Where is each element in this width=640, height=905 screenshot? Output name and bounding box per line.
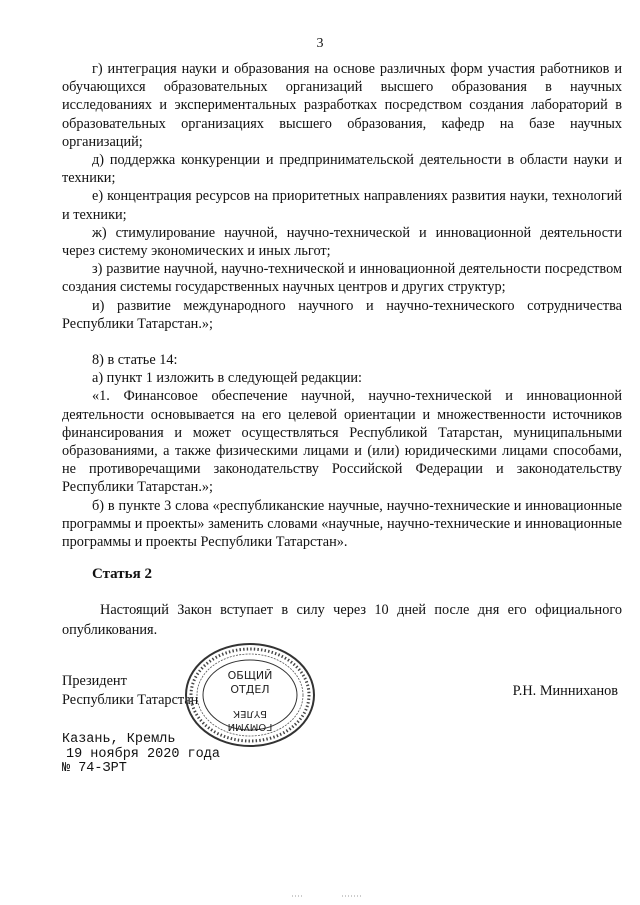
stamp-line-4: ГОМУМИ <box>227 721 273 732</box>
paragraph-zh: ж) стимулирование научной, научно-технической и инновационной деятельности через систему экономических и иных льгот; <box>62 224 622 260</box>
paragraph-i: и) развитие международного научного и научно-технического сотрудничества Республики Татарстан.»; <box>62 297 622 332</box>
paragraph-z: з) развитие научной, научно-технической и инновационной деятельности посредством создания системы государственных научных центров и других структур; <box>62 261 622 296</box>
signing-place: Казань, Кремль <box>62 732 176 747</box>
paragraph-d: д) поддержка конкуренции и предпринимательской деятельности в области науки и техники; <box>62 152 622 187</box>
amendment-text <box>62 60 622 551</box>
paragraph-b: б) в пункте 3 слова «республиканские научные, научно-технические и инновационные программы и проекты» заменить словами «научные, научно-технические и инновационные программы и проекты Республики Татарстан». <box>62 497 622 551</box>
stamp-line-3: БҮЛЕК <box>233 708 267 719</box>
signer-title-line-1: Президент <box>62 673 127 689</box>
paragraph-point-1: «1. Финансовое обеспечение научной, научно-технической и инновационной деятельности основывается на его целевой ориентации и множественности источников финансирования и может осуществляться Республикой Татарстан, муниципальными образованиями, а также физическими лицами и (или) юридическими лицами способами, не противоречащими законодательству Российской Федерации и законодательству Республики Татарстан.»; <box>62 388 622 496</box>
page-number: 3 <box>316 36 324 51</box>
signer-title-line-2: Республики Татарстан <box>62 692 199 708</box>
paragraph-g: г) интеграция науки и образования на основе различных форм участия работников и обучающихся образовательных организаций высшего образования в научных исследованиях и экспериментальных разработках посредством создания лабораторий в образовательных организациях высшего образования, кафедр на базе научных организаций; <box>62 61 622 150</box>
paragraph-e: е) концентрация ресурсов на приоритетных направлениях развития науки, технологий и техники; <box>62 188 622 223</box>
paragraph-item-8: 8) в статье 14: <box>92 352 178 369</box>
law-number: № 74-ЗРТ <box>62 761 127 776</box>
article-heading: Статья 2 <box>92 566 152 582</box>
stamp-line-2: ОТДЕЛ <box>230 683 270 696</box>
signing-details <box>62 733 220 777</box>
bottom-scan-marks <box>292 893 372 899</box>
signer-name: Р.Н. Минниханов <box>512 683 618 699</box>
paragraph-a: а) пункт 1 изложить в следующей редакции: <box>92 370 362 387</box>
paragraph-gap <box>62 333 622 351</box>
signing-date: 19 ноября 2020 года <box>66 746 220 762</box>
law-effective-text: Настоящий Закон вступает в силу через 10 дней после дня его официального опубликования. <box>62 602 622 638</box>
stamp-line-1: ОБЩИЙ <box>227 669 273 682</box>
